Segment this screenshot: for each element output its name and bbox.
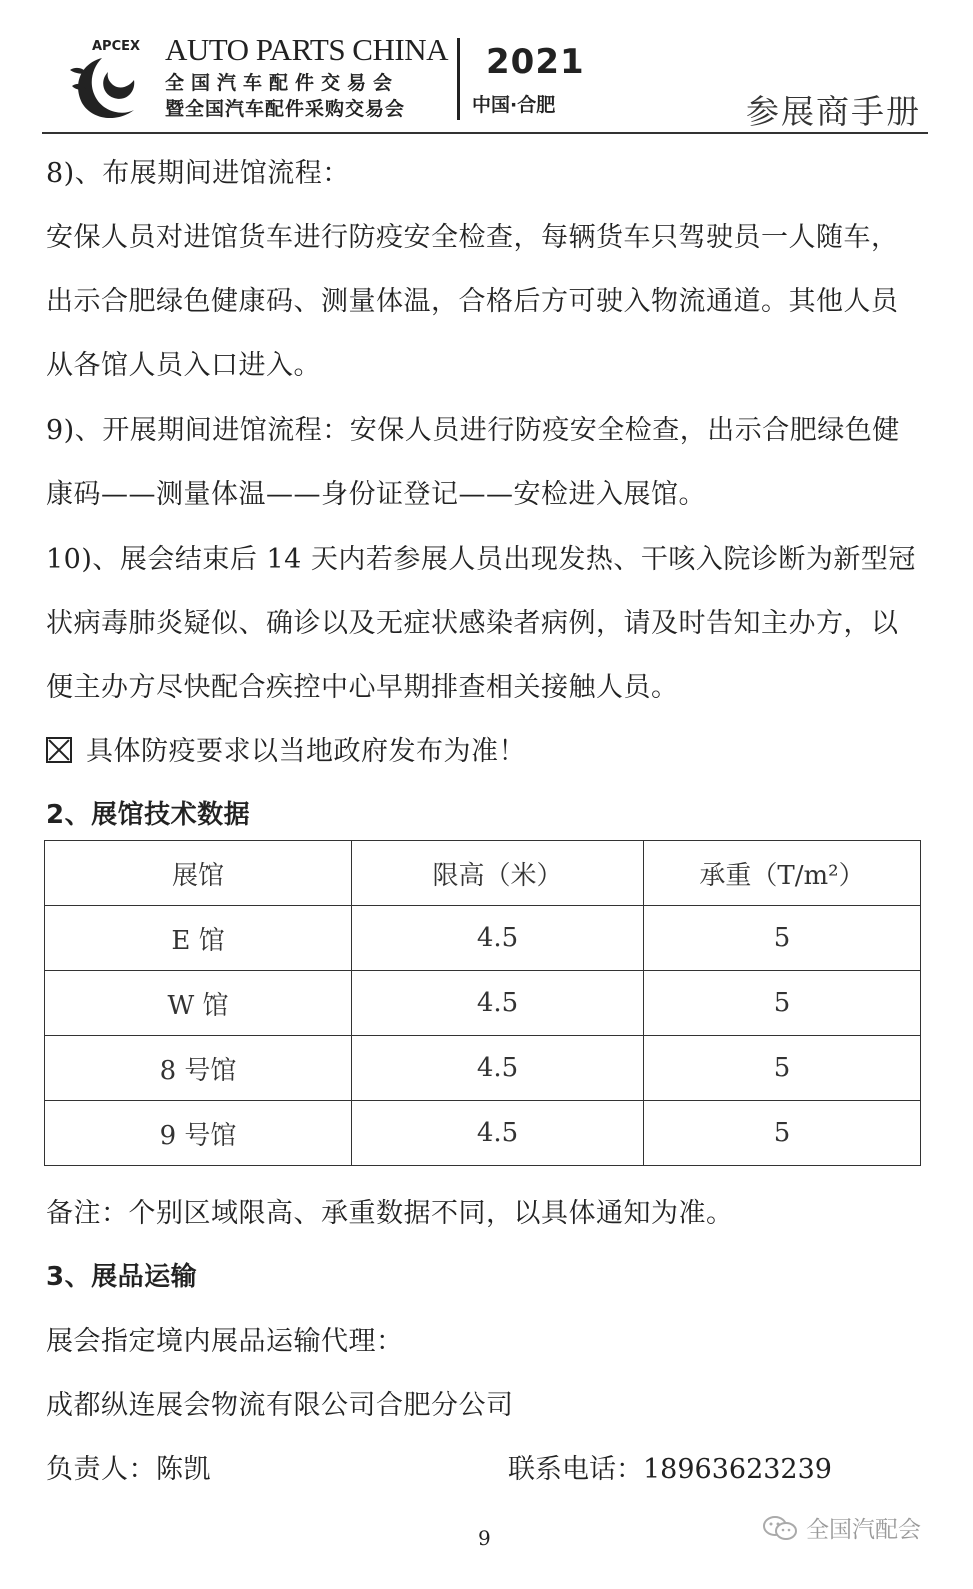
table-cell: 4.5 bbox=[352, 1036, 644, 1101]
transport-agent-name: 成都纵连展会物流有限公司合肥分公司 bbox=[46, 1390, 514, 1421]
item8-line: 安保人员对进馆货车进行防疫安全检查，每辆货车只驾驶员一人随车， bbox=[46, 222, 899, 253]
watermark-text: 全国汽配会 bbox=[806, 1517, 921, 1543]
hall-tech-table bbox=[44, 840, 921, 1166]
manual-title: 参展商手册 bbox=[746, 92, 921, 131]
header-rule bbox=[42, 132, 928, 134]
item10-line: 10)、展会结束后 14 天内若参展人员出现发热、干咳入院诊断为新型冠 bbox=[46, 544, 916, 575]
brand-divider bbox=[457, 38, 460, 120]
crossed-box-icon bbox=[46, 737, 72, 763]
contact-phone: 联系电话：18963623239 bbox=[508, 1454, 832, 1485]
table-header-cell: 限高（米） bbox=[352, 841, 644, 906]
table-cell: 5 bbox=[644, 1101, 921, 1166]
table-remark: 备注：个别区域限高、承重数据不同，以具体通知为准。 bbox=[46, 1198, 734, 1229]
wechat-icon bbox=[762, 1514, 798, 1542]
logo-letters: APCEX bbox=[92, 39, 141, 54]
brand-english-name: AUTO PARTS CHINA bbox=[165, 32, 448, 67]
epidemic-note-text: 具体防疫要求以当地政府发布为准！ bbox=[86, 736, 526, 767]
table-cell: 8 号馆 bbox=[45, 1036, 352, 1101]
apcex-logo-icon bbox=[62, 28, 162, 128]
table-cell: 4.5 bbox=[352, 971, 644, 1036]
page-number: 9 bbox=[478, 1526, 491, 1550]
table-cell: 4.5 bbox=[352, 1101, 644, 1166]
page-header bbox=[0, 0, 973, 140]
table-header-row bbox=[45, 841, 921, 906]
item10-line: 便主办方尽快配合疾控中心早期排查相关接触人员。 bbox=[46, 672, 679, 703]
table-cell: 5 bbox=[644, 906, 921, 971]
item8-line: 出示合肥绿色健康码、测量体温，合格后方可驶入物流通道。其他人员 bbox=[46, 286, 899, 317]
event-city: 中国·合肥 bbox=[472, 94, 556, 116]
wechat-watermark bbox=[762, 1511, 921, 1544]
item8-title: 8)、布展期间进馆流程： bbox=[46, 158, 350, 189]
event-year: 2021 bbox=[486, 42, 585, 82]
table-cell: 4.5 bbox=[352, 906, 644, 971]
section3-heading: 3、展品运输 bbox=[46, 1262, 198, 1292]
table-row bbox=[45, 1036, 921, 1101]
table-row bbox=[45, 971, 921, 1036]
epidemic-note bbox=[46, 729, 526, 768]
table-header-cell: 展馆 bbox=[45, 841, 352, 906]
contact-person: 负责人：陈凯 bbox=[46, 1454, 211, 1485]
table-row bbox=[45, 1101, 921, 1166]
table-header-cell: 承重（T/m²） bbox=[644, 841, 921, 906]
brand-chinese-name: 全国汽车配件交易会 bbox=[165, 72, 400, 94]
table-row bbox=[45, 906, 921, 971]
item9-line: 9)、开展期间进馆流程：安保人员进行防疫安全检查，出示合肥绿色健 bbox=[46, 415, 900, 446]
table-cell: E 馆 bbox=[45, 906, 352, 971]
table-cell: 5 bbox=[644, 971, 921, 1036]
item9-line: 康码——测量体温——身份证登记——安检进入展馆。 bbox=[46, 479, 706, 510]
brand-chinese-subname: 暨全国汽车配件采购交易会 bbox=[165, 98, 406, 120]
item10-line: 状病毒肺炎疑似、确诊以及无症状感染者病例，请及时告知主办方，以 bbox=[46, 608, 899, 639]
item8-line: 从各馆人员入口进入。 bbox=[46, 350, 321, 381]
transport-agent-label: 展会指定境内展品运输代理： bbox=[46, 1326, 404, 1357]
table-cell: 9 号馆 bbox=[45, 1101, 352, 1166]
table-cell: W 馆 bbox=[45, 971, 352, 1036]
table-cell: 5 bbox=[644, 1036, 921, 1101]
section2-heading: 2、展馆技术数据 bbox=[46, 800, 251, 830]
